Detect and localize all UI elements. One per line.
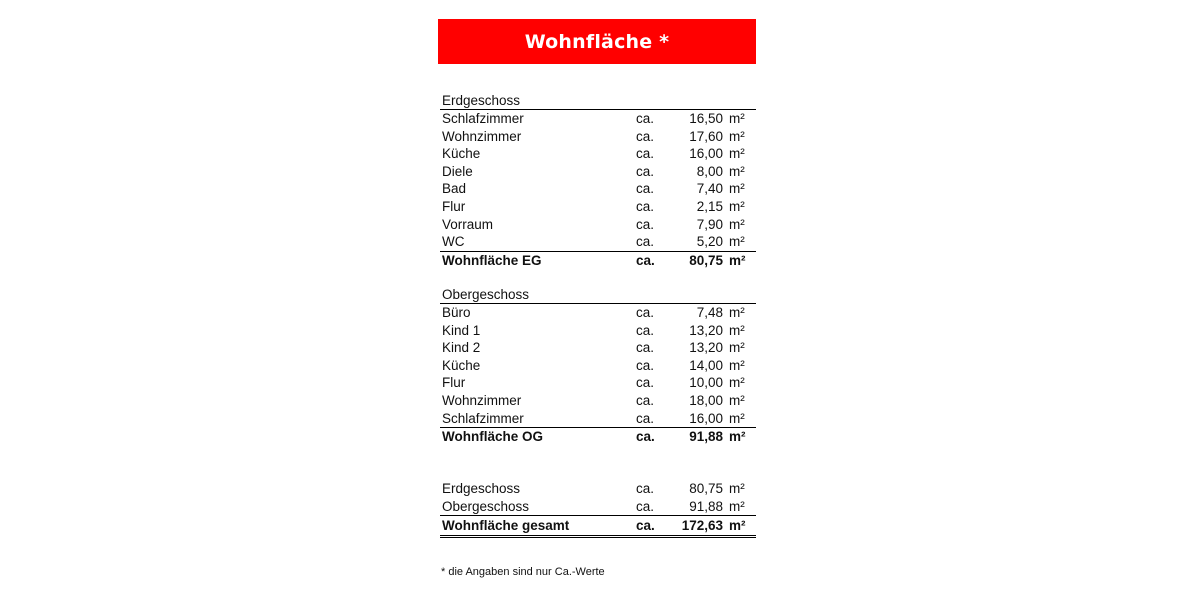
table-row — [440, 304, 756, 322]
table-row — [440, 180, 756, 198]
table-row — [440, 163, 756, 181]
row-value: 91,88 — [689, 498, 723, 514]
row-unit: m² — [729, 481, 745, 496]
row-ca: ca. — [636, 340, 655, 356]
table-row — [440, 498, 756, 516]
table-row — [440, 410, 756, 428]
row-unit: m² — [729, 305, 745, 320]
row-value: 18,00 — [689, 392, 723, 408]
row-unit: m² — [729, 518, 746, 534]
row-ca: ca. — [636, 234, 655, 250]
section-header: Erdgeschoss — [440, 92, 756, 110]
table-row — [440, 322, 756, 340]
row-ca: ca. — [636, 498, 655, 514]
row-label: Wohnzimmer — [442, 392, 522, 408]
row-unit: m² — [729, 128, 745, 144]
section-obergeschoss — [440, 286, 756, 445]
row-ca: ca. — [636, 375, 655, 391]
section-summary — [440, 480, 756, 538]
row-value: 14,00 — [689, 357, 723, 373]
row-label: Bad — [442, 181, 467, 197]
row-label: Obergeschoss — [442, 498, 530, 514]
row-label: Büro — [442, 305, 471, 320]
row-value: 91,88 — [689, 429, 723, 445]
row-unit: m² — [729, 198, 745, 214]
row-value: 10,00 — [689, 375, 723, 391]
row-value: 16,50 — [689, 111, 723, 126]
row-unit: m² — [729, 498, 745, 514]
total-row-gesamt — [440, 515, 756, 535]
row-label: Küche — [442, 146, 481, 162]
total-row-eg — [440, 251, 756, 269]
row-label: Schlafzimmer — [442, 410, 524, 426]
table-row — [440, 392, 756, 410]
row-unit: m² — [729, 392, 745, 408]
row-value: 7,48 — [696, 305, 723, 320]
row-ca: ca. — [636, 181, 655, 197]
row-label: Kind 1 — [442, 322, 481, 338]
row-unit: m² — [729, 111, 745, 126]
row-ca: ca. — [636, 198, 655, 214]
row-label: Wohnfläche gesamt — [442, 518, 570, 534]
title-banner — [438, 19, 756, 64]
row-ca: ca. — [636, 163, 655, 179]
row-label: Wohnzimmer — [442, 128, 522, 144]
row-value: 8,00 — [696, 163, 723, 179]
row-label: Wohnfläche OG — [442, 429, 544, 445]
row-ca: ca. — [636, 518, 655, 534]
row-value: 5,20 — [696, 234, 723, 250]
table-row — [440, 216, 756, 234]
row-unit: m² — [729, 216, 745, 232]
row-value: 80,75 — [689, 481, 723, 496]
row-value: 7,90 — [696, 216, 723, 232]
row-ca: ca. — [636, 146, 655, 162]
row-unit: m² — [729, 375, 745, 391]
row-unit: m² — [729, 322, 745, 338]
row-ca: ca. — [636, 216, 655, 232]
row-label: WC — [442, 234, 465, 250]
table-row — [440, 480, 756, 498]
row-ca: ca. — [636, 128, 655, 144]
row-value: 172,63 — [681, 518, 723, 534]
row-ca: ca. — [636, 429, 655, 445]
row-value: 17,60 — [689, 128, 723, 144]
footnote: * die Angaben sind nur Ca.-Werte — [441, 566, 605, 578]
row-label: Flur — [442, 375, 466, 391]
row-unit: m² — [729, 181, 745, 197]
row-unit: m² — [729, 429, 746, 445]
row-value: 13,20 — [689, 322, 723, 338]
row-unit: m² — [729, 234, 745, 250]
table-row — [440, 357, 756, 375]
row-unit: m² — [729, 340, 745, 356]
page-title: Wohnfläche * — [524, 30, 670, 53]
table-row — [440, 145, 756, 163]
row-ca: ca. — [636, 111, 655, 126]
row-ca: ca. — [636, 252, 655, 268]
table-row — [440, 110, 756, 128]
table-row — [440, 233, 756, 251]
row-unit: m² — [729, 146, 745, 162]
row-label: Schlafzimmer — [442, 111, 524, 126]
row-ca: ca. — [636, 357, 655, 373]
row-ca: ca. — [636, 481, 655, 496]
row-ca: ca. — [636, 322, 655, 338]
row-ca: ca. — [636, 305, 655, 320]
table-row — [440, 339, 756, 357]
row-value: 2,15 — [696, 198, 723, 214]
row-value: 16,00 — [689, 410, 723, 426]
row-label: Kind 2 — [442, 340, 481, 356]
section-erdgeschoss — [440, 92, 756, 269]
table-row — [440, 374, 756, 392]
row-label: Wohnfläche EG — [442, 252, 542, 268]
row-ca: ca. — [636, 392, 655, 408]
row-label: Flur — [442, 198, 466, 214]
row-unit: m² — [729, 410, 745, 426]
grand-total-rule — [440, 515, 756, 538]
row-value: 16,00 — [689, 146, 723, 162]
table-row — [440, 128, 756, 146]
row-label: Diele — [442, 163, 473, 179]
row-unit: m² — [729, 357, 745, 373]
row-ca: ca. — [636, 410, 655, 426]
section-header: Obergeschoss — [440, 286, 756, 304]
row-label: Küche — [442, 357, 481, 373]
table-row — [440, 198, 756, 216]
row-label: Vorraum — [442, 216, 494, 232]
total-row-og — [440, 427, 756, 445]
row-label: Erdgeschoss — [442, 481, 521, 496]
row-value: 13,20 — [689, 340, 723, 356]
row-unit: m² — [729, 252, 746, 268]
row-unit: m² — [729, 163, 745, 179]
row-value: 7,40 — [696, 181, 723, 197]
row-value: 80,75 — [689, 252, 723, 268]
